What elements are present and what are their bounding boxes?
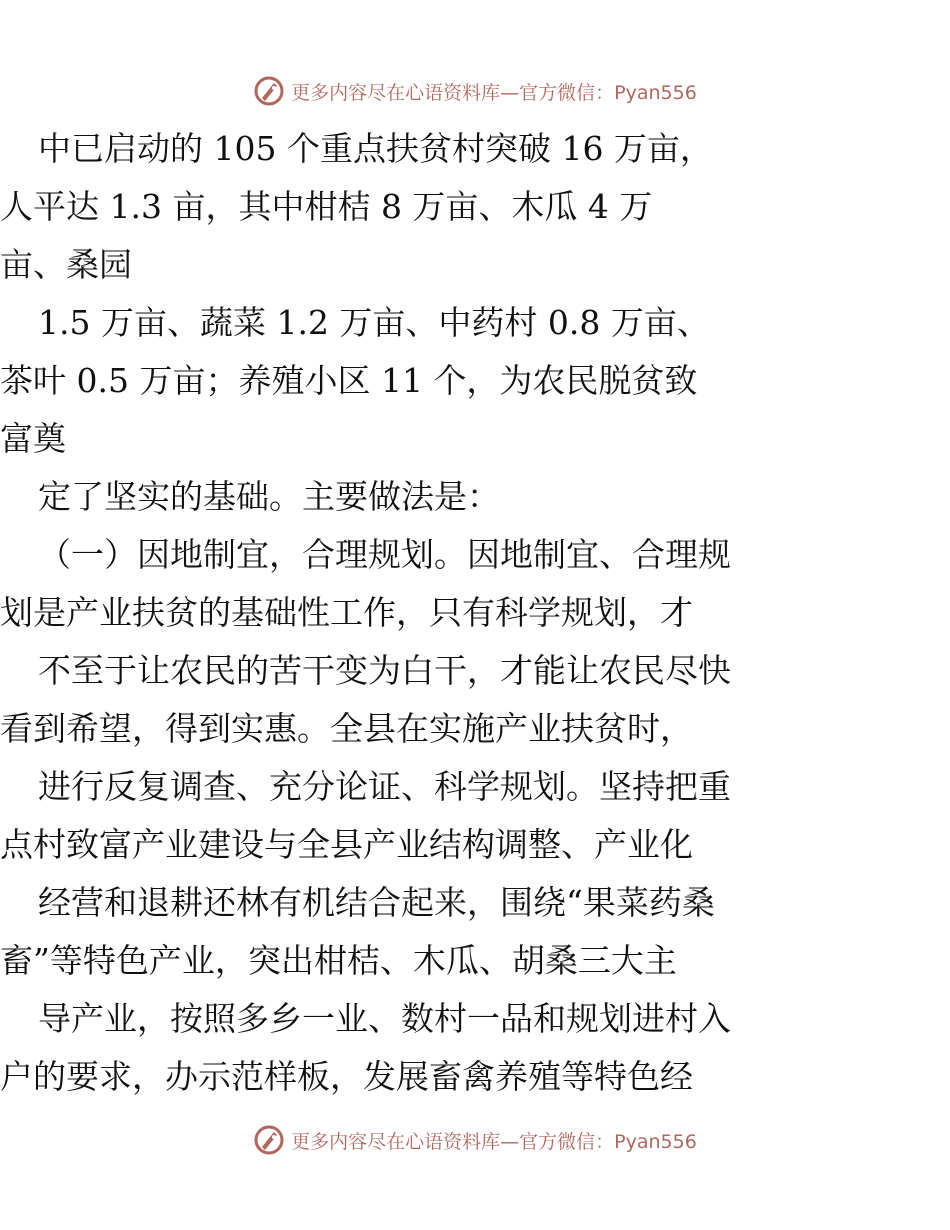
text-line: 畜”等特色产业，突出柑桔、木瓜、胡桑三大主 xyxy=(0,941,677,980)
text-line: 富奠 xyxy=(0,419,66,458)
text-line: 人平达 1.3 亩，其中柑桔 8 万亩、木瓜 4 万 xyxy=(0,187,653,226)
pen-nib-circle-icon xyxy=(253,75,285,107)
text-line: 划是产业扶贫的基础性工作，只有科学规划，才 xyxy=(0,593,693,632)
watermark-text: 更多内容尽在心语资料库—官方微信：Pyan556 xyxy=(291,1130,697,1153)
text-line: 导产业，按照多乡一业、数村一品和规划进村入 xyxy=(38,999,731,1038)
text-line: 看到希望，得到实惠。全县在实施产业扶贫时， xyxy=(0,709,693,748)
text-line: 进行反复调查、充分论证、科学规划。坚持把重 xyxy=(38,767,731,806)
pen-nib-circle-icon xyxy=(253,1124,285,1156)
text-line: 1.5 万亩、蔬菜 1.2 万亩、中药村 0.8 万亩、 xyxy=(38,303,710,342)
text-line: 亩、桑园 xyxy=(0,245,132,284)
text-line: 点村致富产业建设与全县产业结构调整、产业化 xyxy=(0,825,693,864)
watermark-footer xyxy=(0,1123,950,1157)
text-line: 经营和退耕还林有机结合起来，围绕“果菜药桑 xyxy=(38,883,715,922)
watermark-header xyxy=(0,74,950,108)
text-line: 定了坚实的基础。主要做法是： xyxy=(38,477,500,516)
text-line: 中已启动的 105 个重点扶贫村突破 16 万亩， xyxy=(38,129,713,168)
text-line: （一）因地制宜，合理规划。因地制宜、合理规 xyxy=(38,535,731,574)
text-line: 不至于让农民的苦干变为白干，才能让农民尽快 xyxy=(38,651,731,690)
watermark-text: 更多内容尽在心语资料库—官方微信：Pyan556 xyxy=(291,81,697,104)
text-line: 户的要求，办示范样板，发展畜禽养殖等特色经 xyxy=(0,1057,693,1096)
text-line: 茶叶 0.5 万亩；养殖小区 11 个，为农民脱贫致 xyxy=(0,361,698,400)
